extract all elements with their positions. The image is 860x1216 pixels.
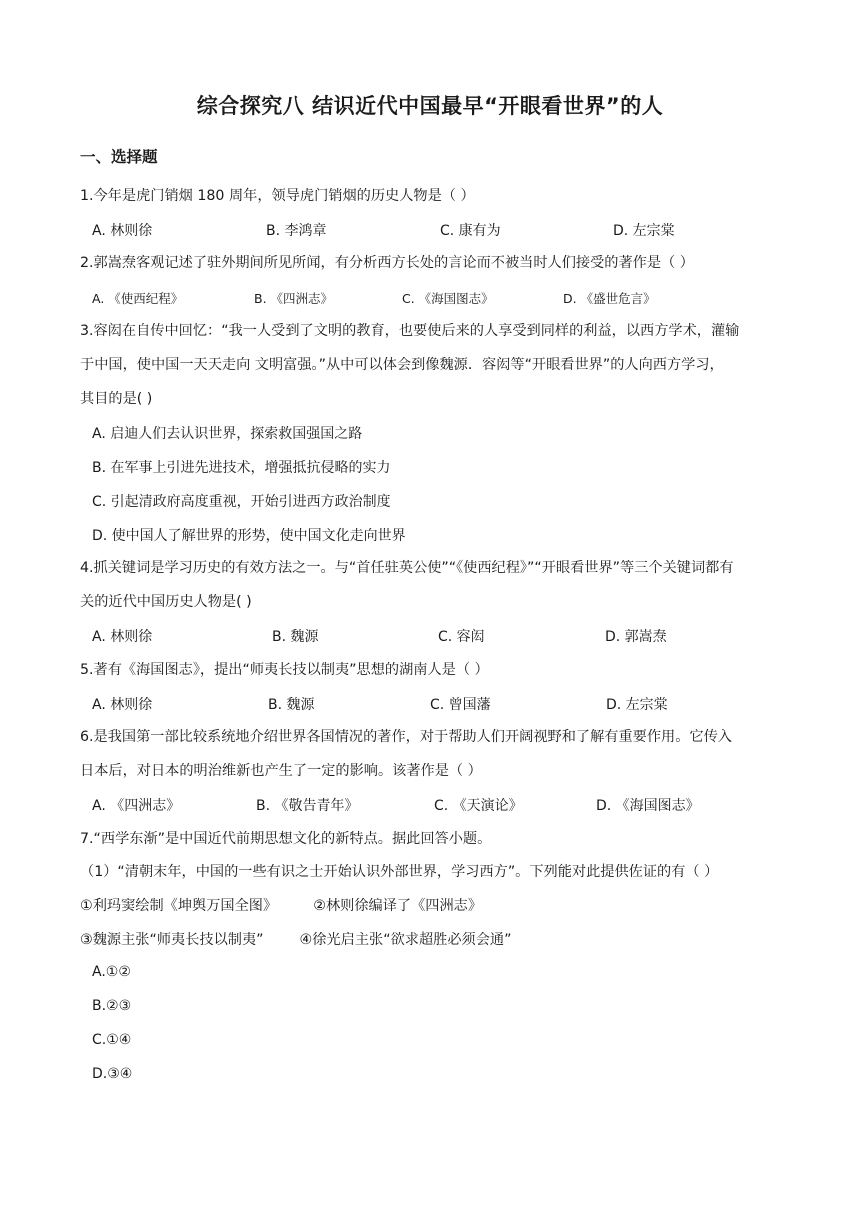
page-title: 综合探究八 结识近代中国最早“开眼看世界”的人 (196, 94, 664, 118)
question-2-option-b[interactable]: B. 《四洲志》 (254, 291, 334, 306)
question-2-stem: 2.郭嵩焘客观记述了驻外期间所见所闻，有分析西方长处的言论而不被当时人们接受的著作是（ ） (80, 255, 694, 271)
question-3-option-b[interactable]: B. 在军事上引进先进技术，增强抵抗侵略的实力 (92, 460, 391, 476)
question-4-stem-line-2: 关的近代中国历史人物是( ) (80, 594, 252, 610)
question-6-stem-line-2: 日本后，对日本的明治维新也产生了一定的影响。该著作是（ ） (80, 763, 482, 779)
question-3-option-a[interactable]: A. 启迪人们去认识世界，探索救国强国之路 (92, 426, 363, 442)
question-4-option-d[interactable]: D. 郭嵩焘 (605, 629, 667, 645)
question-7-option-b[interactable]: B.②③ (92, 998, 132, 1014)
question-7-sub-1: （1）“清朝末年，中国的一些有识之士开始认识外部世界，学习西方”。下列能对此提供佐证的有（ ） (80, 864, 719, 880)
question-6-option-d[interactable]: D. 《海国图志》 (596, 798, 700, 814)
question-1-option-d[interactable]: D. 左宗棠 (613, 223, 675, 239)
question-3-stem-line-2: 于中国，使中国一天天走向 文明富强。”从中可以体会到像魏源．容闳等“开眼看世界”的人向西方学习， (80, 357, 724, 373)
question-1-option-c[interactable]: C. 康有为 (440, 223, 501, 239)
question-7-items-row-2: ③魏源主张“师夷长技以制夷” ④徐光启主张“欲求超胜必须会通” (80, 932, 512, 948)
question-5-option-c[interactable]: C. 曾国藩 (430, 697, 491, 713)
question-5-option-a[interactable]: A. 林则徐 (92, 697, 153, 713)
section-heading: 一、选择题 (80, 148, 158, 166)
question-6-option-b[interactable]: B. 《敬告青年》 (256, 798, 359, 814)
question-5-stem: 5.著有《海国图志》，提出“师夷长技以制夷”思想的湖南人是（ ） (80, 662, 489, 678)
question-4-stem-line-1: 4.抓关键词是学习历史的有效方法之一。与“首任驻英公使”“《使西纪程》”“开眼看世界”等三个关键词都有 (80, 560, 734, 576)
question-1-option-b[interactable]: B. 李鸿章 (266, 223, 327, 239)
question-5-option-b[interactable]: B. 魏源 (268, 697, 315, 713)
question-2-option-a[interactable]: A. 《使西纪程》 (92, 291, 184, 306)
question-2-option-d[interactable]: D. 《盛世危言》 (563, 291, 656, 306)
question-4-option-c[interactable]: C. 容闳 (438, 629, 485, 645)
question-7-items-row-1: ①利玛窦绘制《坤舆万国全图》 ②林则徐编译了《四洲志》 (80, 898, 483, 914)
question-3-stem-line-3: 其目的是( ) (80, 391, 153, 407)
question-6-option-a[interactable]: A. 《四洲志》 (92, 798, 181, 814)
question-7-option-c[interactable]: C.①④ (92, 1032, 132, 1048)
question-3-stem-line-1: 3.容闳在自传中回忆：“我一人受到了文明的教育，也要使后来的人享受到同样的利益，以西方学术，灌输 (80, 323, 740, 339)
question-3-option-c[interactable]: C. 引起清政府高度重视，开始引进西方政治制度 (92, 494, 391, 510)
question-1-option-a[interactable]: A. 林则徐 (92, 223, 153, 239)
question-7-option-a[interactable]: A.①② (92, 964, 131, 980)
question-1-stem: 1.今年是虎门销烟 180 周年，领导虎门销烟的历史人物是（ ） (80, 188, 475, 204)
question-3-option-d[interactable]: D. 使中国人了解世界的形势，使中国文化走向世界 (92, 528, 406, 544)
question-5-option-d[interactable]: D. 左宗棠 (606, 697, 668, 713)
question-6-stem-line-1: 6.是我国第一部比较系统地介绍世界各国情况的著作，对于帮助人们开阔视野和了解有重要作用。它传入 (80, 729, 732, 745)
question-4-option-b[interactable]: B. 魏源 (272, 629, 319, 645)
question-4-option-a[interactable]: A. 林则徐 (92, 629, 153, 645)
question-7-stem: 7.“西学东渐”是中国近代前期思想文化的新特点。据此回答小题。 (80, 831, 492, 847)
question-2-option-c[interactable]: C. 《海国图志》 (402, 291, 494, 306)
question-6-option-c[interactable]: C. 《天演论》 (434, 798, 523, 814)
question-7-option-d[interactable]: D.③④ (92, 1066, 133, 1082)
